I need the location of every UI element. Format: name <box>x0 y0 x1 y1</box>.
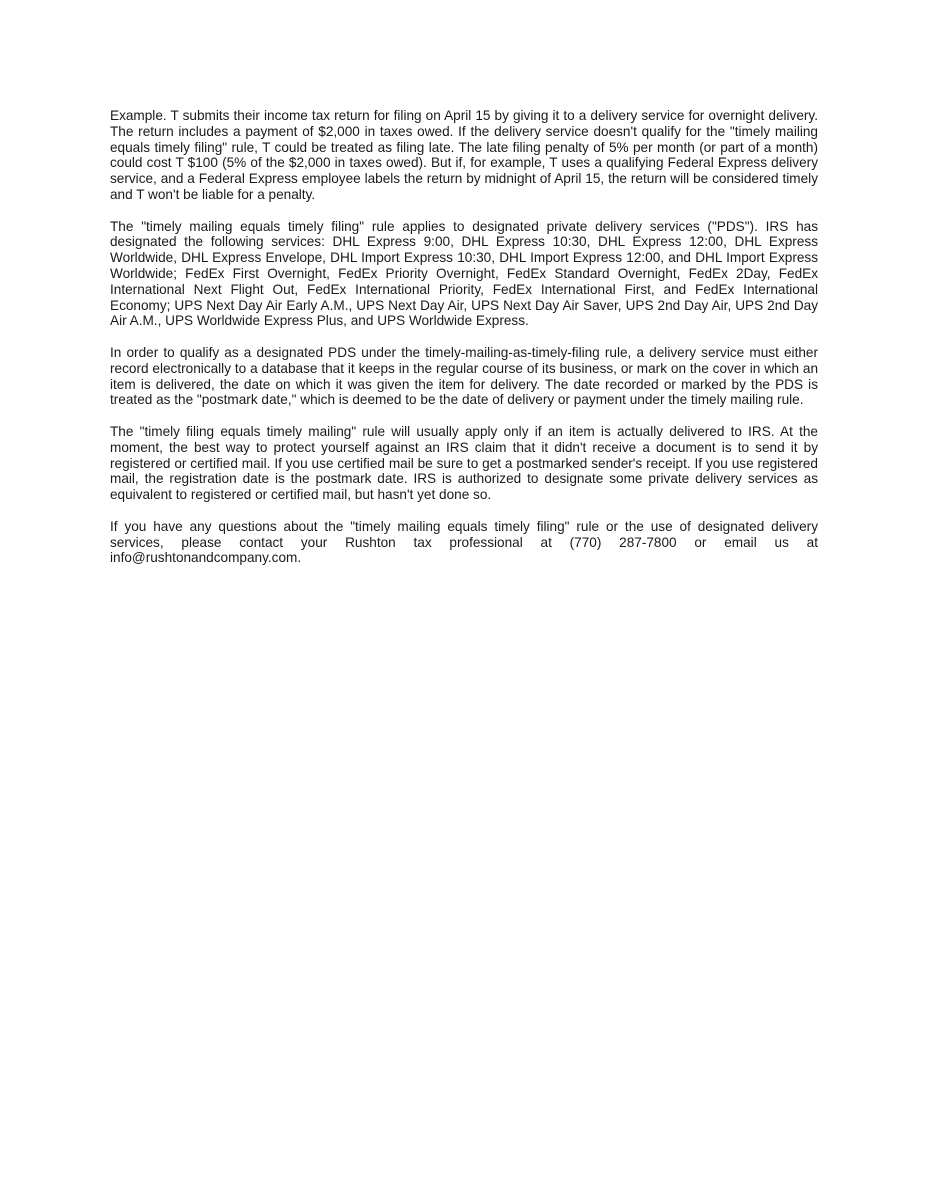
paragraph-designated-services: The "timely mailing equals timely filing" rule applies to designated private delivery services ("PDS"). IRS has designated the following services: DHL Express 9:00, DHL Express 10:30, DHL Express 12:00, DHL Express Worldwide, DHL Express Envelope, DHL Import Express 10:30, DHL Import Express 12:00, and DHL Import Express Worldwide; FedEx First Overnight, FedEx Priority Overnight, FedEx Standard Overnight, FedEx 2Day, FedEx International Next Flight Out, FedEx International Priority, FedEx International First, and FedEx International Economy; UPS Next Day Air Early A.M., UPS Next Day Air, UPS Next Day Air Saver, UPS 2nd Day Air, UPS 2nd Day Air A.M., UPS Worldwide Express Plus, and UPS Worldwide Express. <box>110 218 818 329</box>
paragraph-contact: If you have any questions about the "timely mailing equals timely filing" rule or the use of designated delivery services, please contact your Rushton tax professional at (770) 287-7800 or email us at info@rushtonandcompany.com. <box>110 518 818 566</box>
paragraph-pds-qualification: In order to qualify as a designated PDS under the timely-mailing-as-timely-filing rule, a delivery service must either record electronically to a database that it keeps in the regular course of its business, or mark on the cover in which an item is delivered, the date on which it was given the item for delivery. The date recorded or marked by the PDS is treated as the "postmark date," which is deemed to be the date of delivery or payment under the timely mailing rule. <box>110 344 818 408</box>
paragraph-example: Example. T submits their income tax return for filing on April 15 by giving it to a delivery service for overnight delivery. The return includes a payment of $2,000 in taxes owed. If the delivery service doesn't qualify for the "timely mailing equals timely filing" rule, T could be treated as filing late. The late filing penalty of 5% per month (or part of a month) could cost T $100 (5% of the $2,000 in taxes owed). But if, for example, T uses a qualifying Federal Express delivery service, and a Federal Express employee labels the return by midnight of April 15, the return will be considered timely and T won't be liable for a penalty. <box>110 108 818 202</box>
paragraph-registered-mail: The "timely filing equals timely mailing" rule will usually apply only if an item is actually delivered to IRS. At the moment, the best way to protect yourself against an IRS claim that it didn't receive a document is to send it by registered or certified mail. If you use certified mail be sure to get a postmarked sender's receipt. If you use registered mail, the registration date is the postmark date. IRS is authorized to designate some private delivery services as equivalent to registered or certified mail, but hasn't yet done so. <box>110 423 818 503</box>
document-body <box>110 108 818 582</box>
